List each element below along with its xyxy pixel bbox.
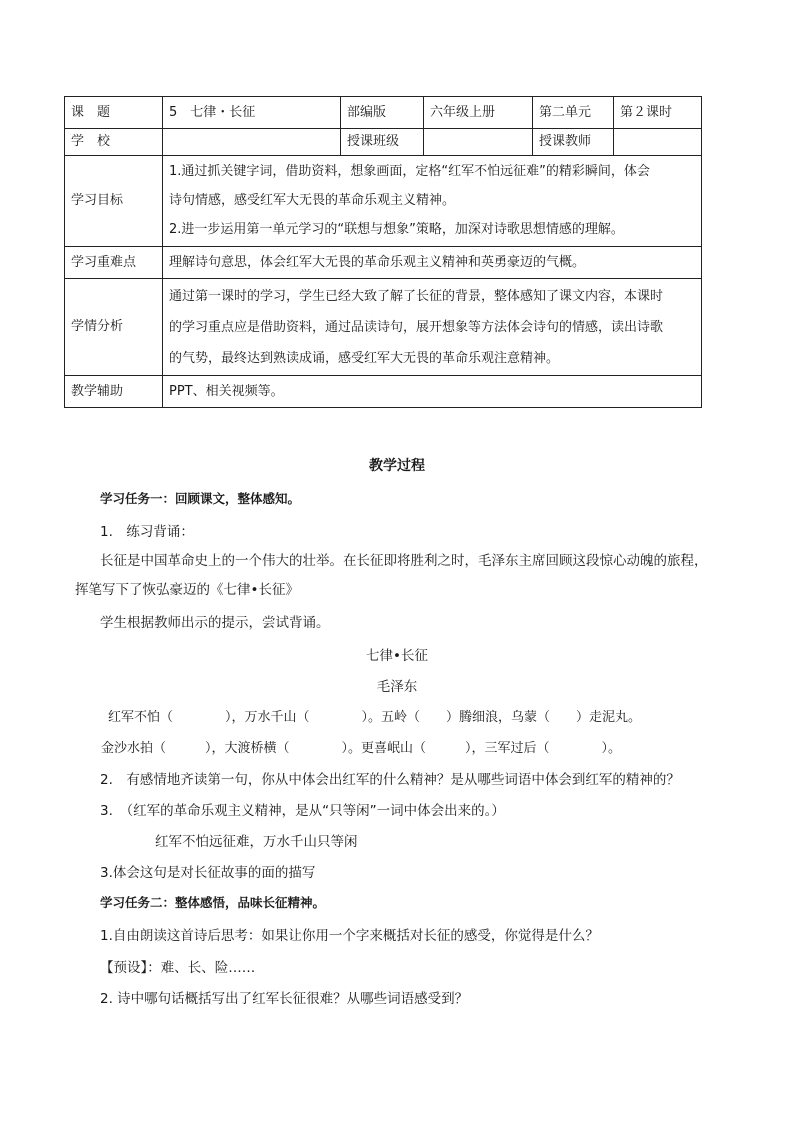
- item-1: 1. 练习背诵：: [100, 524, 194, 540]
- poem-line-1: 红军不怕（ ），万水千山（ ）。五岭（ ）腾细浪，乌蒙（ ）走泥丸。: [108, 710, 642, 725]
- poem-line-2: 金沙水拍（ ），大渡桥横（ ）。更喜岷山（ ），三军过后（ ）。: [101, 741, 622, 756]
- lesson-name: 5 七律・长征: [163, 97, 341, 129]
- item-3b: 3.体会这句是对长征故事的面的描写: [100, 865, 316, 881]
- teaching-aids-content: PPT、相关视频等。: [163, 376, 702, 408]
- table-row-topic: [65, 97, 702, 129]
- topic-label: 课 题: [65, 97, 163, 129]
- unit: 第二单元: [533, 97, 614, 129]
- task2-item-2: 2. 诗中哪句话概括写出了红军长征很难？从哪些词语感受到？: [100, 991, 469, 1007]
- analysis-line-3: 的气势，最终达到熟读成诵，感受红军大无畏的革命乐观注意精神。: [169, 350, 560, 366]
- poem-title: 七律•长征: [366, 648, 428, 664]
- key-points-content: 理解诗句意思，体会红军大无畏的革命乐观主义精神和英勇豪迈的气概。: [163, 247, 702, 279]
- class-value: [424, 129, 533, 156]
- edition: 部编版: [341, 97, 424, 129]
- lesson-info-table: [64, 96, 702, 408]
- goals-line-3: 2.进一步运用第一单元学习的“联想与想象”策略，加深对诗歌思想情感的理解。: [169, 222, 624, 237]
- table-row-key-points: [65, 247, 702, 279]
- analysis-content: [163, 279, 702, 376]
- quote-line: 红军不怕远征难，万水千山只等闲: [155, 834, 358, 850]
- paragraph-1-line-2: 挥笔写下了恢弘豪迈的《七律•长征》: [75, 582, 299, 598]
- item-2: 2. 有感情地齐读第一句，你从中体会出红军的什么精神？是从哪些词语中体会到红军的精神的？: [100, 772, 680, 788]
- school-value: [163, 129, 341, 156]
- preset-line: 【预设】：难、长、险……: [100, 960, 256, 976]
- analysis-line-2: 的学习重点应是借助资料，通过品读诗句，展开想象等方法体会诗句的情感，读出诗歌: [169, 319, 664, 335]
- task2-heading: 学习任务二：整体感悟，品味长征精神。: [100, 895, 326, 910]
- section-title: 教学过程: [369, 458, 425, 474]
- paragraph-2: 学生根据教师出示的提示，尝试背诵。: [100, 615, 330, 631]
- paragraph-1-line-1: 长征是中国革命史上的一个伟大的壮举。在长征即将胜利之时，毛泽东主席回顾这段惊心动魄的旅程，: [100, 553, 708, 569]
- teacher-value: [614, 129, 702, 156]
- goals-line-2: 诗句情感，感受红军大无畏的革命乐观主义精神。: [169, 193, 456, 208]
- item-3: 3. （红军的革命乐观主义精神，是从“只等闲”一词中体会出来的。）: [100, 803, 505, 819]
- task1-heading: 学习任务一：回顾课文，整体感知。: [100, 491, 301, 506]
- goals-label: 学习目标: [65, 156, 163, 247]
- poem-author: 毛泽东: [376, 679, 418, 695]
- task2-item-1: 1.自由朗读这首诗后思考：如果让你用一个字来概括对长征的感受，你觉得是什么？: [100, 928, 599, 944]
- goals-line-1: 1.通过抓关键字词，借助资料，想象画面，定格“红军不怕远征难”的精彩瞬间，体会: [169, 164, 650, 179]
- table-row-teaching-aids: [65, 376, 702, 408]
- grade: 六年级上册: [424, 97, 533, 129]
- analysis-label: 学情分析: [65, 279, 163, 376]
- table-row-goals: [65, 156, 702, 247]
- goals-content: [163, 156, 702, 247]
- table-row-school: [65, 129, 702, 156]
- key-points-label: 学习重难点: [65, 247, 163, 279]
- teacher-label: 授课教师: [533, 129, 614, 156]
- period: 第２课时: [614, 97, 702, 129]
- analysis-line-1: 通过第一课时的学习，学生已经大致了解了长征的背景，整体感知了课文内容，本课时: [169, 288, 664, 304]
- teaching-aids-label: 教学辅助: [65, 376, 163, 408]
- class-label: 授课班级: [341, 129, 424, 156]
- table-row-analysis: [65, 279, 702, 376]
- school-label: 学 校: [65, 129, 163, 156]
